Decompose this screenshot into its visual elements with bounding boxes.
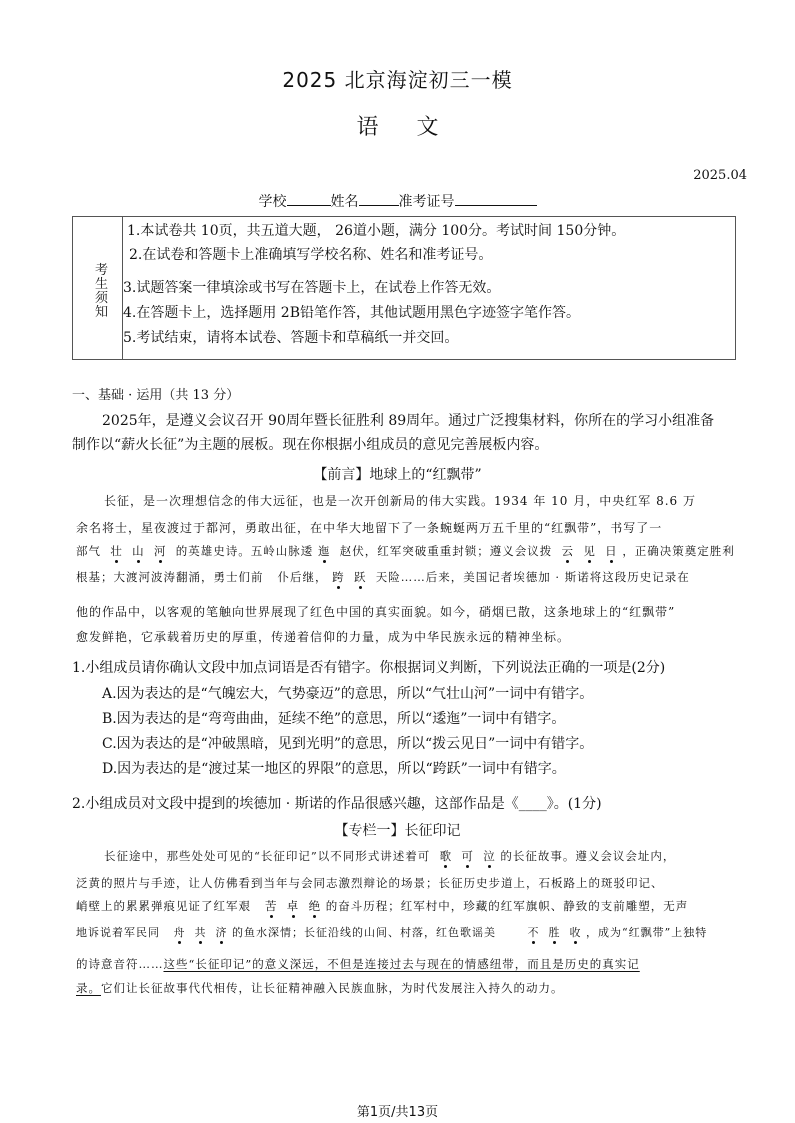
question-2-stem: 2.小组成员对文段中提到的埃德加 · 斯诺的作品很感兴趣，这部作品是《____》。(1分) [72, 796, 602, 812]
question-1-option-c: C.因为表达的是“冲破黑暗，见到光明”的意思，所以“拨云见日”一词中有错字。 [102, 736, 594, 752]
candidate-notice-box [72, 216, 736, 360]
intro-paragraph-line: 2025年，是遵义会议召开 90周年暨长征胜利 89周年。通过广泛搜集材料，你所在的学习小组准备 [102, 413, 715, 429]
column-1-line: 录。它们让长征故事代代相传，让长征精神融入民族血脉，为时代发展注入持久的动力。 [76, 981, 564, 995]
student-info-line [0, 191, 795, 211]
question-1-stem: 1.小组成员请你确认文段中加点词语是否有错字。你根据词义判断，下列说法正确的一项是(2分) [72, 660, 666, 676]
column-1-line: 泛黄的照片与手迹，让人仿佛看到当年与会同志激烈辩论的场景；长征历史步道上，石板路上的斑驳印记、 [76, 876, 664, 890]
preface-line: 长征，是一次理想信念的伟大远征，也是一次开创新局的伟大实践。1934 年 10 月，中央红军 8.6 万 [104, 494, 696, 508]
notice-item: 3.试题答案一律填涂或书写在答题卡上，在试卷上作答无效。 [123, 280, 501, 296]
name-label: 姓名 [330, 194, 359, 210]
column-1-line: 长征途中，那些处处可见的“长征印记”以不同形式讲述着可 歌 可 泣 的长征故事。遵义会议会址内， [104, 849, 676, 863]
column-1-line: 的诗意音符……这些“长征印记”的意义深远，不但是连接过去与现在的情感纽带，而且是历史的真实记 [76, 957, 640, 971]
preface-line: 他的作品中，以客观的笔触向世界展现了红色中国的真实面貌。如今，硝烟已散，这条地球上的“红飘带” [76, 605, 676, 619]
notice-item: 5.考试结束，请将本试卷、答题卡和草稿纸一并交回。 [123, 330, 459, 346]
preface-line: 根基；大渡河波涛翻涌，勇士们前 仆后继， 跨 跃 天险……后来，美国记者埃德加 · 斯诺将这段历史记录在 [76, 570, 690, 584]
preface-line: 愈发鲜艳，它承载着历史的厚重，传递着信仰的力量，成为中华民族永远的精神坐标。 [76, 630, 571, 644]
page-number: 第1页/共13页 [356, 1105, 439, 1120]
column-1-line: 峭壁上的累累弹痕见证了红军艰 苦 卓 绝 的奋斗历程；红军村中，珍藏的红军旗帜、静致的支前雕塑，无声 [76, 899, 689, 913]
underlined-sentence: 这些“长征印记”的意义深远，不但是连接过去与现在的情感纽带，而且是历史的真实记 [163, 957, 640, 971]
school-blank [287, 191, 331, 206]
subject-title: 语文 [356, 115, 477, 140]
notice-item: 2.在试卷和答题卡上准确填写学校名称、姓名和准考证号。 [129, 247, 493, 263]
school-label: 学校 [258, 194, 287, 210]
column-1-title: 【专栏一】长征印记 [334, 823, 461, 839]
exam-date: 2025.04 [693, 168, 747, 183]
notice-label-char: 须 [95, 291, 109, 306]
underlined-sentence-end: 录。 [76, 981, 101, 995]
notice-label-char: 生 [95, 277, 109, 292]
notice-label [73, 217, 123, 359]
intro-paragraph-line: 制作以“薪火长征”为主题的展板。现在你根据小组成员的意见完善展板内容。 [72, 437, 549, 453]
exam-title: 2025 北京海淀初三一模 [282, 68, 513, 92]
notice-item: 4.在答题卡上，选择题用 2B铅笔作答，其他试题用黑色字迹签字笔作答。 [123, 305, 581, 321]
preface-line: 部气 壮 山 河 的英雄史诗。五岭山脉逶 迤 赵伏，红军突破重重封锁；遵义会议拨 云 见 日 ，正确决策奠定胜利 [76, 544, 735, 558]
preface-title: 【前言】地球上的“红飘带” [313, 467, 482, 483]
exam-id-label: 准考证号 [398, 194, 455, 210]
section-heading: 一、基础 · 运用（共 13 分） [72, 388, 240, 403]
column-1-line: 地诉说着军民同 舟 共 济 的鱼水深情；长征沿线的山间、村落，红色歌谣美 不 胜 收 ，成为“红飘带”上独特 [76, 926, 708, 939]
notice-label-char: 知 [95, 305, 109, 320]
question-1-option-b: B.因为表达的是“弯弯曲曲，延续不绝”的意思，所以“逶迤”一词中有错字。 [102, 711, 566, 727]
question-1-option-a: A.因为表达的是“气魄宏大，气势豪迈”的意思，所以“气壮山河”一词中有错字。 [102, 686, 594, 702]
exam-id-blank [455, 191, 537, 206]
notice-label-char: 考 [95, 263, 109, 278]
notice-item: 1.本试卷共 10页，共五道大题， 26道小题，满分 100分。考试时间 150分钟。 [127, 223, 626, 239]
preface-line: 余名将士，星夜渡过于都河，勇敢出征，在中华大地留下了一条蜿蜒两万五千里的“红飘带”，书写了一 [76, 521, 663, 535]
question-1-option-d: D.因为表达的是“渡过某一地区的界限”的意思，所以“跨跃”一词中有错字。 [102, 761, 566, 777]
name-blank [359, 191, 399, 206]
